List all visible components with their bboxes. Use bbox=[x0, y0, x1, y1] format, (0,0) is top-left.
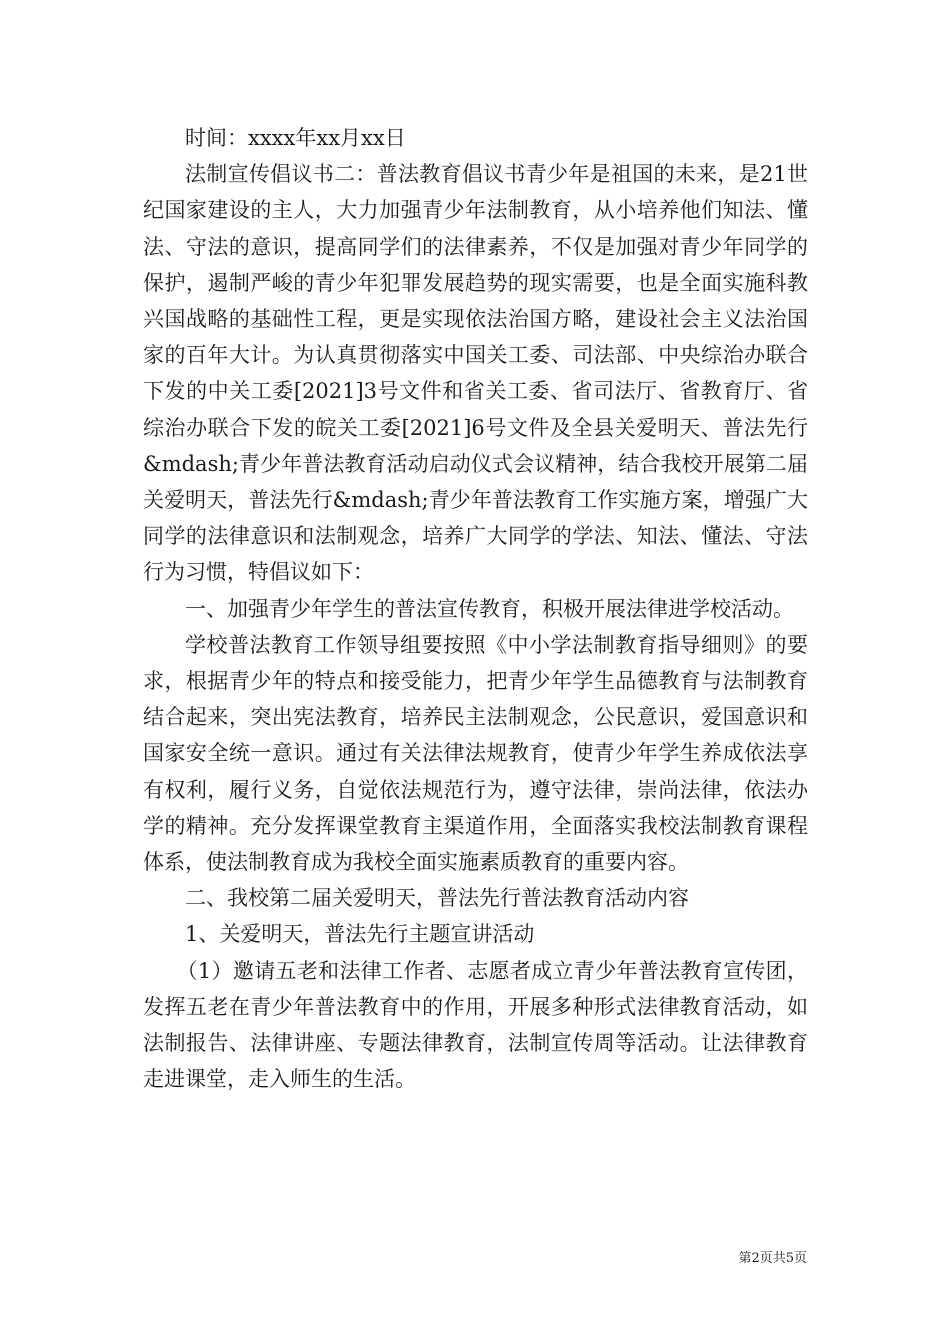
document-body bbox=[143, 120, 808, 1097]
date-line: 时间：xxxx年xx月xx日 bbox=[185, 126, 406, 150]
paragraph-section-1: 学校普法教育工作领导组要按照《中小学法制教育指导细则》的要求，根据青少年的特点和接受能力，把青少年学生品德教育与法制教育结合起来，突出宪法教育，培养民主法制观念，公民意识，爱国意识和国家安全统一意识。通过有关法律法规教育，使青少年学生养成依法享有权利，履行义务，自觉依法规范行为，遵守法律，崇尚法律，依法办学的精神。充分发挥课堂教育主渠道作用，全面落实我校法制教育课程体系，使法制教育成为我校全面实施素质教育的重要内容。 bbox=[143, 632, 808, 875]
subsection-heading-1: 1、关爱明天，普法先行主题宣讲活动 bbox=[185, 922, 535, 947]
section-heading-2: 二、我校第二届关爱明天，普法先行普法教育活动内容 bbox=[185, 886, 689, 911]
paragraph-intro: 法制宣传倡议书二：普法教育倡议书青少年是祖国的未来，是21世纪国家建设的主人，大力加强青少年法制教育，从小培养他们知法、懂法、守法的意识，提高同学们的法律素养，不仅是加强对青少年同学的保护，遏制严峻的青少年犯罪发展趋势的现实需要，也是全面实施科教兴国战略的基础性工程，更是实现依法治国方略，建设社会主义法治国家的百年大计。为认真贯彻落实中国关工委、司法部、中央综治办联合下发的中关工委[2021]3号文件和省关工委、省司法厅、省教育厅、省综治办联合下发的皖关工委[2021]6号文件及全县关爱明天、普法先行&mdash;青少年普法教育活动启动仪式会议精神，结合我校开展第二届关爱明天，普法先行&mdash;青少年普法教育工作实施方案，增强广大同学的法律意识和法制观念，培养广大同学的学法、知法、懂法、守法行为习惯，特倡议如下： bbox=[143, 162, 808, 585]
section-heading-1: 一、加强青少年学生的普法宣传教育，积极开展法律进学校活动。 bbox=[185, 596, 794, 621]
page-number: 第2页共5页 bbox=[738, 1251, 807, 1266]
list-item-1: （1）邀请五老和法律工作者、志愿者成立青少年普法教育宣传团，发挥五老在青少年普法教育中的作用，开展多种形式法律教育活动，如法制报告、法律讲座、专题法律教育，法制宣传周等活动。让法律教育走进课堂，走入师生的生活。 bbox=[143, 958, 808, 1092]
